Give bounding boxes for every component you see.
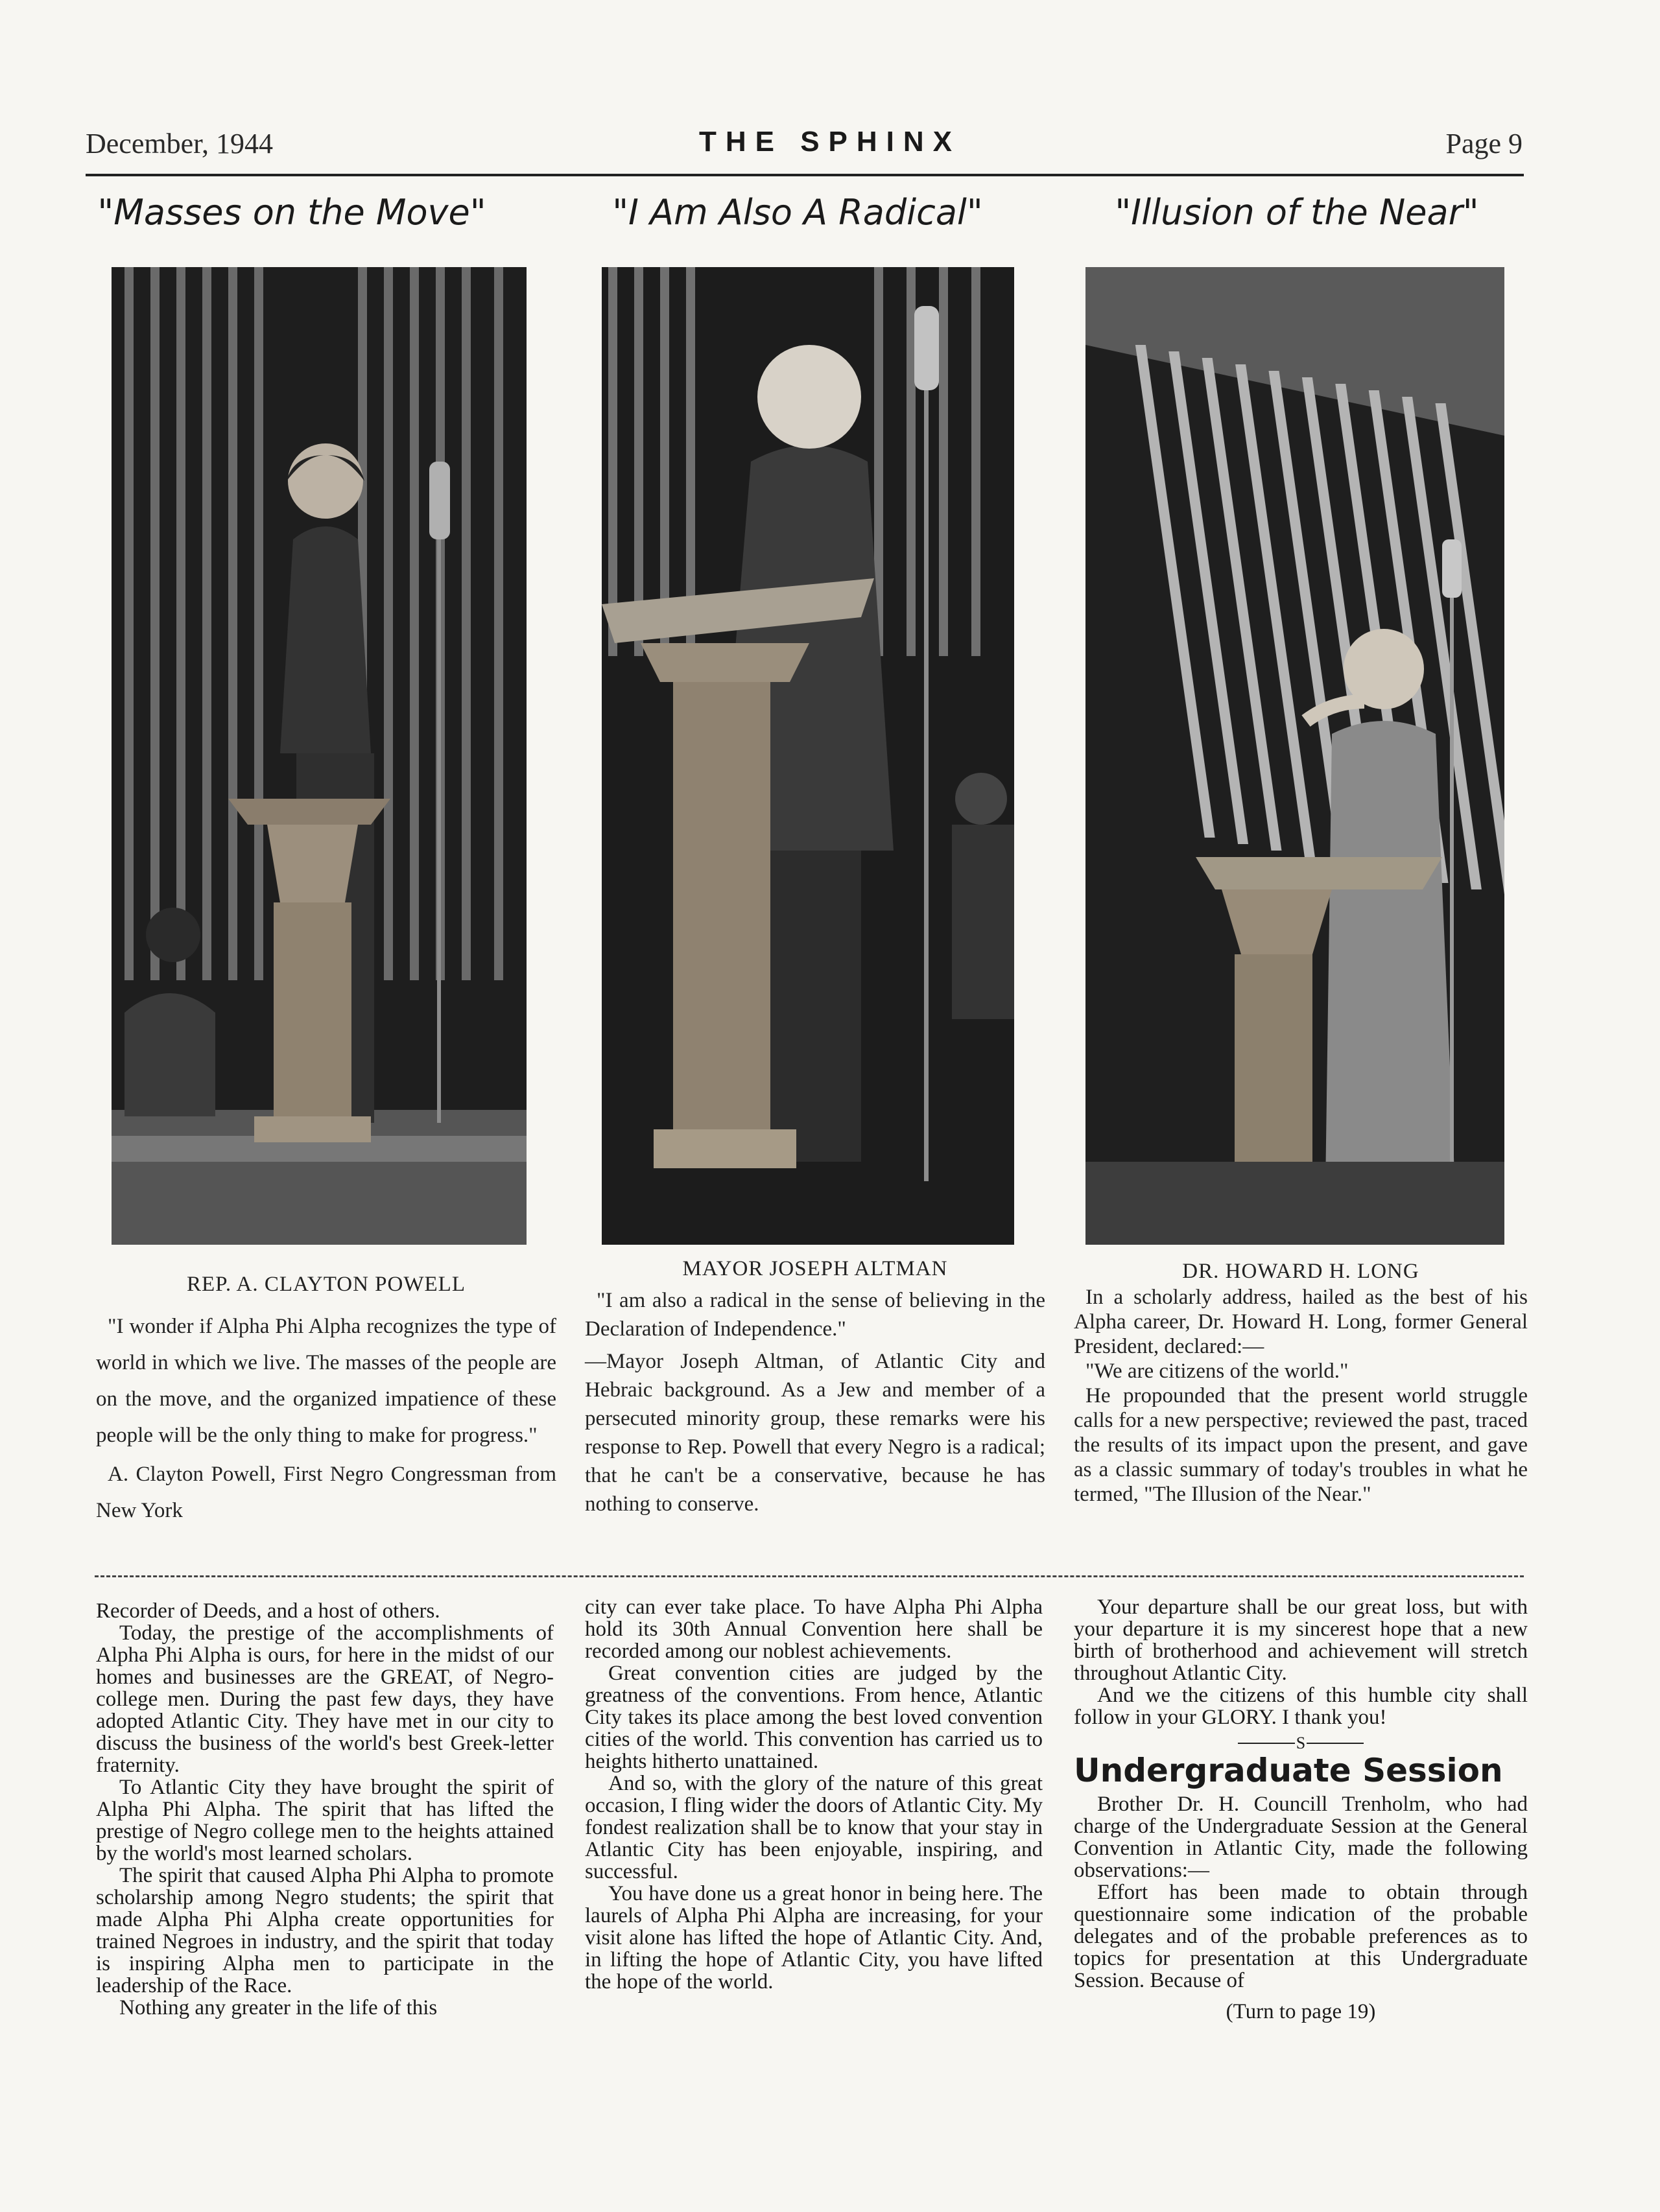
separator-line-right — [1307, 1743, 1364, 1744]
caption-long — [1074, 1259, 1528, 1507]
section-separator — [1074, 1732, 1528, 1754]
photo-long-image — [1085, 267, 1504, 1245]
caption-long-intro: In a scholarly address, hailed as the best of his Alpha career, Dr. Howard H. Long, former General President, declared:— — [1074, 1286, 1528, 1358]
photo-altman — [602, 267, 1014, 1245]
caption-powell-head: REP. A. CLAYTON POWELL — [187, 1273, 466, 1296]
photo-title-illusion: "Illusion of the Near" — [1115, 192, 1479, 233]
left-para-4: The spirit that caused Alpha Phi Alpha to promote scholarship among Negro students; the spirit that made Alpha Phi Alpha create opportunities for trained Negroes in industry, and the spirit that today is inspiring Alpha men to participate in the leadership of the Race. — [96, 1864, 554, 1997]
page-number: Page 9 — [1445, 128, 1523, 159]
photo-powell-image — [112, 267, 527, 1245]
left-para-5: Nothing any greater in the life of this — [119, 1996, 438, 2019]
header-rule — [86, 174, 1524, 176]
caption-long-head: DR. HOWARD H. LONG — [1182, 1260, 1419, 1283]
section-divider — [95, 1575, 1524, 1577]
left-para-1: Recorder of Deeds, and a host of others. — [96, 1599, 440, 1623]
left-para-3: To Atlantic City they have brought the spirit of Alpha Phi Alpha. The spirit that has lifted the prestige of Negro college men to the heights attained by the world's most learned scholars. — [96, 1776, 554, 1865]
right-para-2: And we the citizens of this humble city shall follow in your GLORY. I thank you! — [1074, 1684, 1528, 1729]
middle-para-4: You have done us a great honor in being here. The laurels of Alpha Phi Alpha are increasing, for your visit alone has lifted the hope of Atlantic City. And, in lifting the hope of Atlantic City, you have lifted the hope of the world. — [585, 1882, 1043, 1994]
issue-date: December, 1944 — [86, 128, 274, 159]
photo-title-masses: "Masses on the Move" — [97, 192, 486, 233]
undergraduate-session-heading: Undergraduate Session — [1074, 1752, 1503, 1789]
caption-altman — [585, 1256, 1045, 1518]
column-middle — [585, 1596, 1043, 1993]
photo-powell — [112, 267, 527, 1245]
caption-powell-attribution: A. Clayton Powell, First Negro Congressman from New York — [96, 1463, 556, 1522]
separator-line-left — [1238, 1743, 1295, 1744]
turn-to-page-note: (Turn to page 19) — [1226, 2000, 1376, 2023]
caption-altman-head: MAYOR JOSEPH ALTMAN — [682, 1257, 948, 1280]
right-para-3: Brother Dr. H. Councill Trenholm, who had charge of the Undergraduate Session at the General Convention in Atlantic City, made the following observations:— — [1074, 1793, 1528, 1882]
middle-para-2: Great convention cities are judged by the greatness of the conventions. From hence, Atlantic City takes its place among the best loved convention cities of the world. This convention has carried us to heights hitherto unattained. — [585, 1662, 1043, 1773]
publication-title: THE SPHINX — [698, 126, 962, 158]
left-para-2: Today, the prestige of the accomplishments of Alpha Phi Alpha is ours, for here in the midst of our homes and businesses are the GREAT, of Negro-college men. During the past few days, they have adopted Atlantic City. They have met in our city to discuss the business of the world's best Greek-letter fraternity. — [96, 1621, 554, 1777]
caption-long-body: He propounded that the present world struggle calls for a new perspective; reviewed the past, traced the results of its impact upon the present, and gave as a classic summary of today's troubles in what he termed, "The Illusion of the Near." — [1074, 1384, 1528, 1506]
caption-powell — [96, 1272, 556, 1529]
photo-long — [1085, 267, 1504, 1245]
caption-long-quote: "We are citizens of the world." — [1085, 1359, 1349, 1383]
right-para-1: Your departure shall be our great loss, but with your departure it is my sincerest hope that a new birth of brotherhood and achievement will stretch throughout Atlantic City. — [1074, 1595, 1528, 1685]
separator-letter: S — [1296, 1734, 1306, 1752]
column-right — [1074, 1596, 1528, 2023]
photo-title-radical: "I Am Also A Radical" — [612, 192, 983, 233]
column-left — [96, 1600, 554, 2019]
right-para-4: Effort has been made to obtain through questionnaire some indication of the probable delegates and of the probable preferences as to topics for presentation at this Undergraduate Session. Because of — [1074, 1881, 1528, 1992]
caption-altman-quote: "I am also a radical in the sense of believing in the Declaration of Independence." — [585, 1289, 1045, 1341]
middle-para-1: city can ever take place. To have Alpha Phi Alpha hold its 30th Annual Convention here shall be recorded among our noblest achievements. — [585, 1595, 1043, 1663]
photo-altman-image — [602, 267, 1014, 1245]
middle-para-3: And so, with the glory of the nature of this great occasion, I fling wider the doors of Atlantic City. My fondest realization shall be to know that your stay in Atlantic City has been enjoyable, inspiring, and successful. — [585, 1772, 1043, 1883]
caption-powell-quote: "I wonder if Alpha Phi Alpha recognizes the type of world in which we live. The masses of the people are on the move, and the organized impatience of these people will be the only thing to make for progress." — [96, 1315, 556, 1447]
caption-altman-body: —Mayor Joseph Altman, of Atlantic City and Hebraic background. As a Jew and member of a persecuted minority group, these remarks were his response to Rep. Powell that every Negro is a radical; that he can't be a conservative, because he has nothing to conserve. — [585, 1350, 1045, 1516]
